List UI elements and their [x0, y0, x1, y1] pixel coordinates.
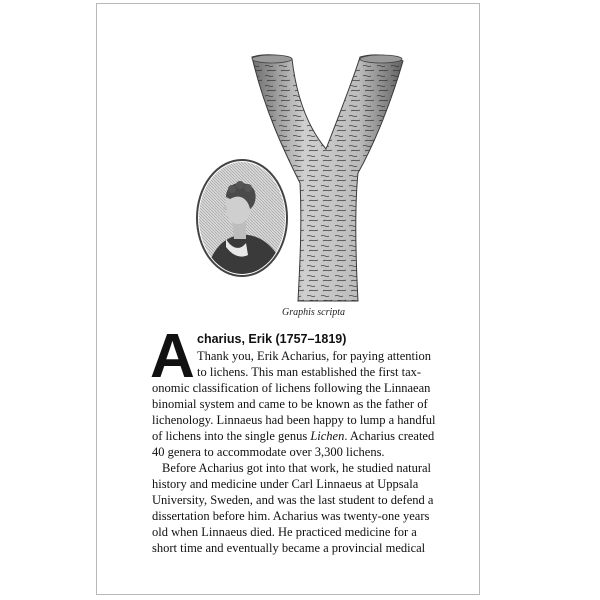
branch-illustration [250, 53, 405, 303]
drop-cap: A [150, 322, 195, 391]
body-text: of lichens into the single genus [152, 429, 311, 443]
body-line: Thank you, Erik Acharius, for paying attention [197, 349, 431, 363]
body-line: Before Acharius got into that work, he studied natural [162, 461, 432, 475]
body-line: to lichens. This man established the first tax- [197, 365, 422, 379]
body-line: dissertation before him. Acharius was twenty-one years [152, 509, 430, 523]
body-line [152, 428, 434, 444]
figure-caption: Graphis scripta [282, 307, 346, 318]
entry-heading: charius, Erik (1757–1819) [197, 332, 347, 346]
body-line: 40 genera to accommodate over 3,300 lichens. [152, 445, 385, 459]
body-line: binomial system and came to be known as the father of [152, 397, 428, 411]
body-text: . Acharius created [344, 429, 435, 443]
body-line: history and medicine under Carl Linnaeus at Uppsala [152, 477, 419, 491]
body-line: old when Linnaeus died. He practiced medicine for a [152, 525, 417, 539]
body-line: onomic classification of lichens following the Linnaean [152, 381, 431, 395]
genus-name-italic: Lichen [310, 429, 345, 443]
body-line: short time and eventually became a provincial medical [152, 541, 426, 555]
body-line: lichenology. Linnaeus had been happy to lump a handful [152, 413, 436, 427]
body-line: University, Sweden, and was the last student to defend a [152, 493, 434, 507]
